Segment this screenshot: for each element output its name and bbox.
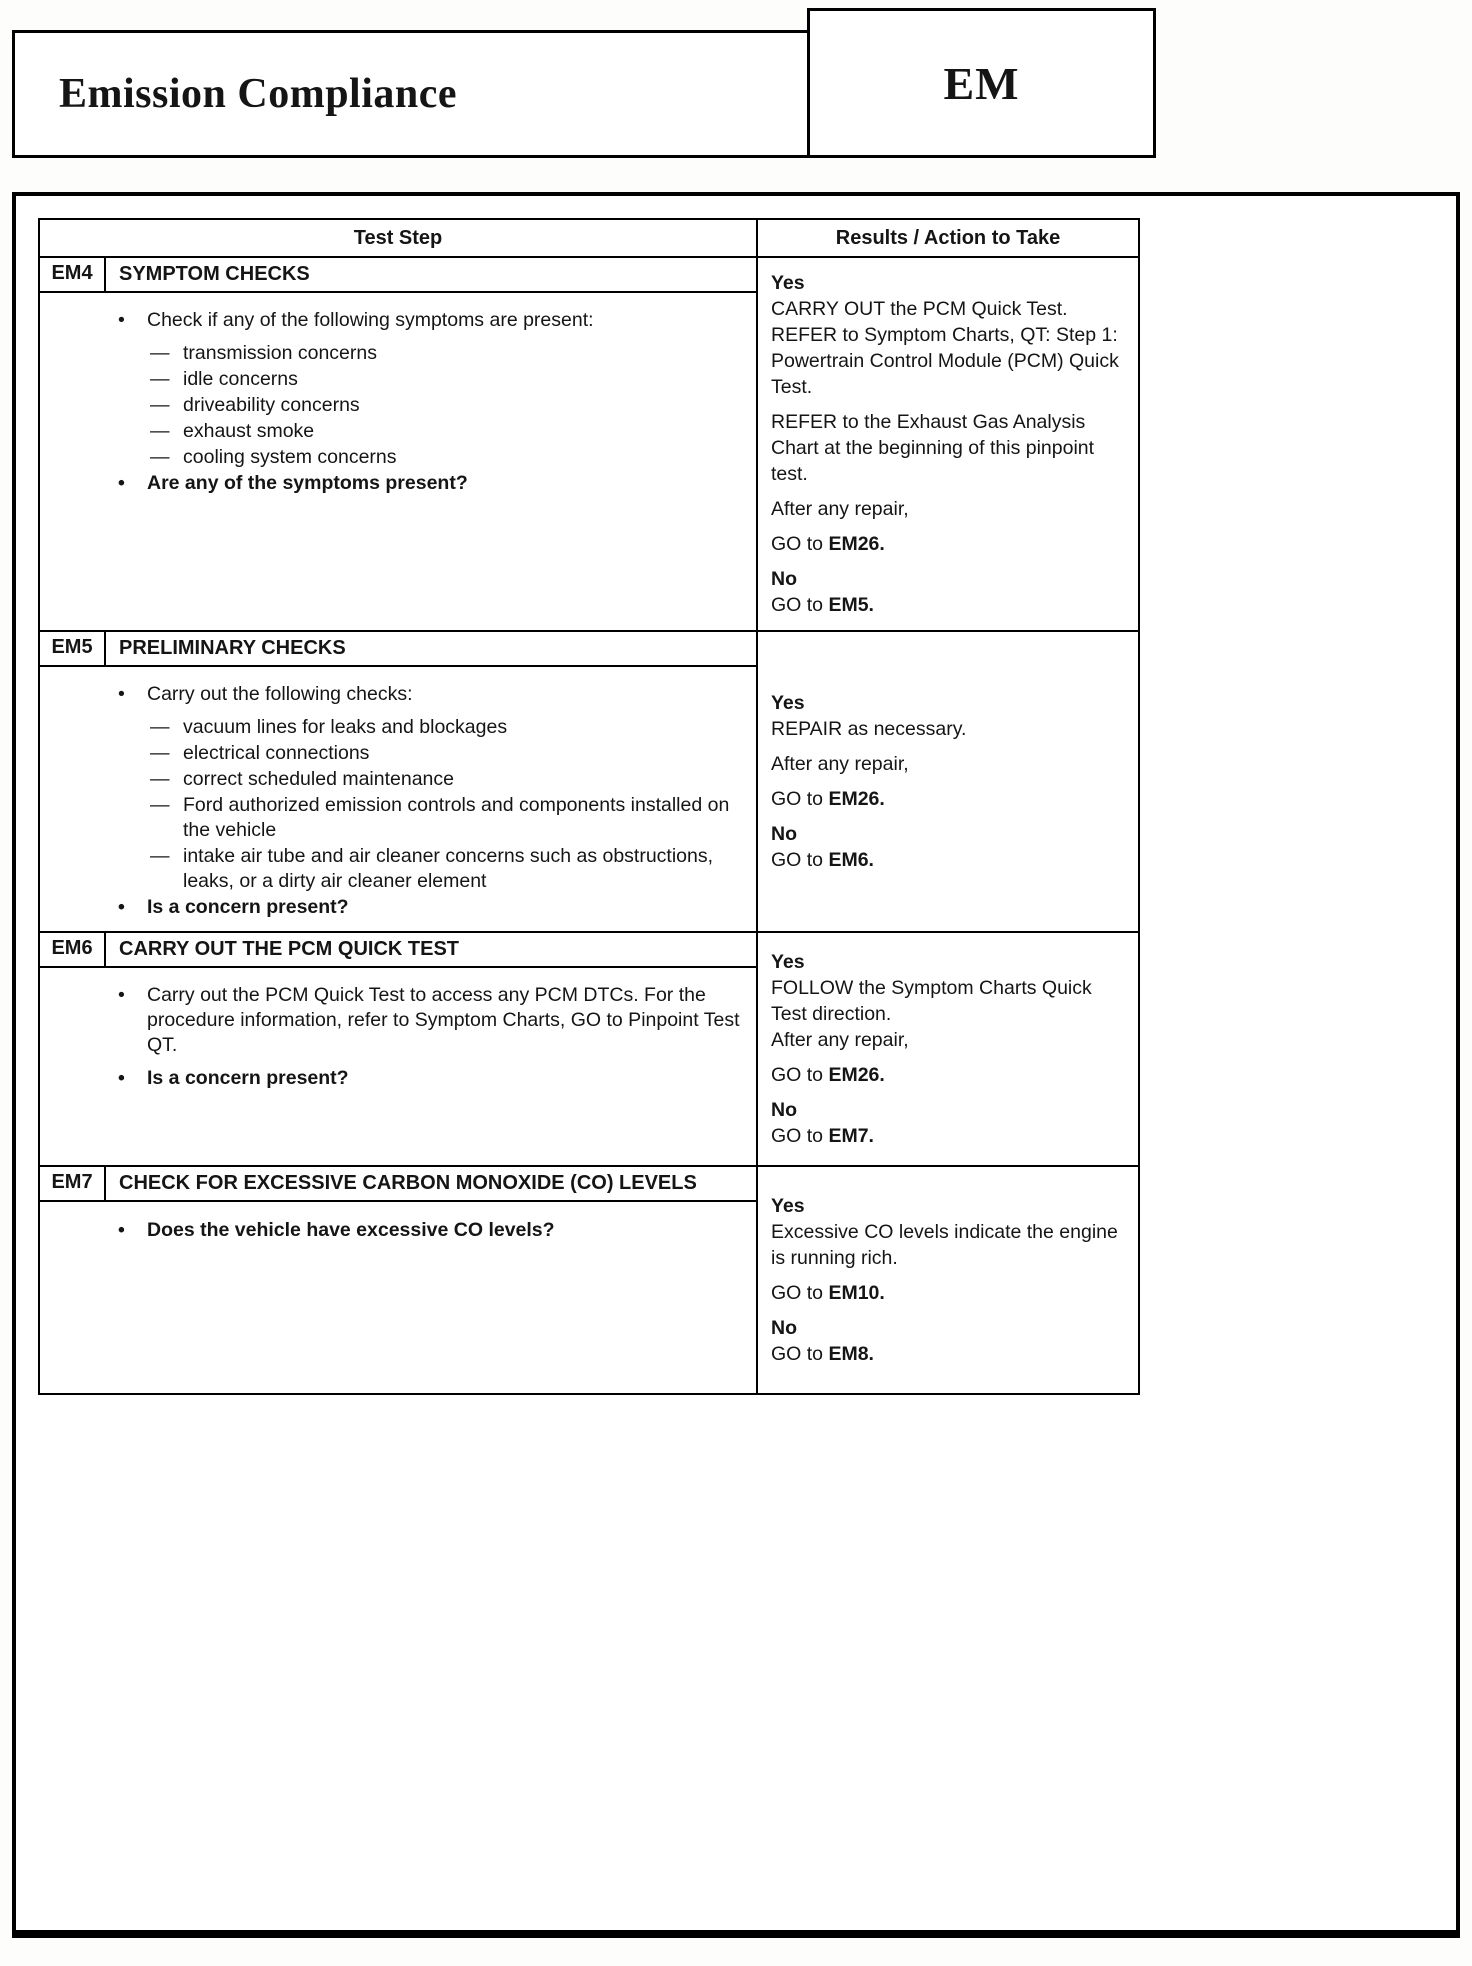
step-list <box>40 968 756 1165</box>
dash-icon: — <box>150 394 170 416</box>
step-title: SYMPTOM CHECKS <box>119 263 310 285</box>
results-cell <box>758 1167 1138 1393</box>
step-text: Check if any of the following symptoms are present: <box>147 309 594 331</box>
step-text: Carry out the PCM Quick Test to access any PCM DTCs. For the procedure information, refer to Symptom Charts, GO to Pinpoint Test QT. <box>147 984 740 1056</box>
result-line: REFER to the Exhaust Gas Analysis Chart at the beginning of this pinpoint test. <box>771 411 1095 485</box>
pinpoint-test-table <box>38 218 1140 1395</box>
test-step-cell <box>40 1167 758 1393</box>
section-code: EM <box>943 57 1020 109</box>
step-item <box>40 983 746 1058</box>
step-item <box>40 393 746 418</box>
dash-icon: — <box>150 368 170 390</box>
result-line: Yes <box>771 951 805 973</box>
step-id: EM5 <box>40 632 106 665</box>
step-text: Carry out the following checks: <box>147 683 413 705</box>
test-step-cell <box>40 258 758 630</box>
result-line: Excessive CO levels indicate the engine is running rich. <box>771 1221 1118 1269</box>
step-id: EM4 <box>40 258 106 291</box>
section-title-band <box>40 632 756 667</box>
result-line: REFER to Symptom Charts, QT: Step 1: Powertrain Control Module (PCM) Quick Test. <box>771 324 1119 398</box>
step-item <box>40 471 746 496</box>
dash-icon: — <box>150 446 170 468</box>
step-text: cooling system concerns <box>183 446 397 468</box>
step-list <box>40 293 756 630</box>
step-text: Is a concern present? <box>147 896 349 918</box>
step-item <box>40 741 746 766</box>
column-header-results: Results / Action to Take <box>835 226 1061 249</box>
column-header-test-step: Test Step <box>40 220 758 256</box>
results-cell <box>758 933 1138 1165</box>
step-text: idle concerns <box>183 368 298 390</box>
bullet-icon: • <box>118 984 125 1006</box>
result-line: GO to EM26. <box>771 1064 885 1086</box>
test-section-em4 <box>40 256 1138 630</box>
result-line: After any repair, <box>771 498 909 520</box>
step-item <box>40 445 746 470</box>
results-cell <box>758 258 1138 630</box>
dash-icon: — <box>150 342 170 364</box>
result-line: Yes <box>771 692 805 714</box>
step-item <box>40 1066 746 1091</box>
result-line: No <box>771 568 797 590</box>
step-item <box>40 895 746 920</box>
step-item <box>40 682 746 707</box>
page-title: Emission Compliance <box>59 71 458 117</box>
step-list <box>40 1202 756 1393</box>
step-id: EM7 <box>40 1167 106 1200</box>
step-list <box>40 667 756 931</box>
step-item <box>40 715 746 740</box>
result-line: No <box>771 823 797 845</box>
step-text: intake air tube and air cleaner concerns such as obstructions, leaks, or a dirty air cleaner element <box>183 845 714 892</box>
step-item <box>40 308 746 333</box>
step-text: Does the vehicle have excessive CO levels? <box>147 1219 555 1241</box>
step-item <box>40 1218 746 1243</box>
dash-icon: — <box>150 794 170 816</box>
result-line: No <box>771 1317 797 1339</box>
test-section-em6 <box>40 931 1138 1165</box>
dash-icon: — <box>150 420 170 442</box>
result-line: REPAIR as necessary. <box>771 718 967 740</box>
step-text: correct scheduled maintenance <box>183 768 454 790</box>
result-line: GO to EM8. <box>771 1343 874 1365</box>
result-line: Yes <box>771 1195 805 1217</box>
bullet-icon: • <box>118 309 125 331</box>
content-frame <box>12 192 1460 1938</box>
bullet-icon: • <box>118 1067 125 1089</box>
dash-icon: — <box>150 716 170 738</box>
step-item <box>40 767 746 792</box>
step-item <box>40 793 746 843</box>
bullet-icon: • <box>118 472 125 494</box>
step-title: PRELIMINARY CHECKS <box>119 637 346 659</box>
step-id: EM6 <box>40 933 106 966</box>
result-line: GO to EM5. <box>771 594 874 616</box>
step-text: Ford authorized emission controls and components installed on the vehicle <box>183 794 730 841</box>
bullet-icon: • <box>118 1219 125 1241</box>
step-title: CHECK FOR EXCESSIVE CARBON MONOXIDE (CO) LEVELS <box>119 1172 697 1194</box>
result-line: GO to EM26. <box>771 533 885 555</box>
result-line: FOLLOW the Symptom Charts Quick Test direction. <box>771 977 1092 1025</box>
step-item <box>40 367 746 392</box>
page-header <box>12 30 810 158</box>
section-code-box <box>807 8 1156 158</box>
result-line: No <box>771 1099 797 1121</box>
test-step-cell <box>40 933 758 1165</box>
result-line: GO to EM7. <box>771 1125 874 1147</box>
dash-icon: — <box>150 742 170 764</box>
step-text: Is a concern present? <box>147 1067 349 1089</box>
test-step-cell <box>40 632 758 931</box>
test-section-em7 <box>40 1165 1138 1393</box>
test-section-em5 <box>40 630 1138 931</box>
step-item <box>40 419 746 444</box>
step-item <box>40 341 746 366</box>
result-line: After any repair, <box>771 753 909 775</box>
dash-icon: — <box>150 768 170 790</box>
dash-icon: — <box>150 845 170 867</box>
step-text: Are any of the symptoms present? <box>147 472 468 494</box>
section-title-band <box>40 933 756 968</box>
step-text: transmission concerns <box>183 342 377 364</box>
step-text: driveability concerns <box>183 394 360 416</box>
result-line: Yes <box>771 272 805 294</box>
step-text: vacuum lines for leaks and blockages <box>183 716 508 738</box>
step-title: CARRY OUT THE PCM QUICK TEST <box>119 938 460 960</box>
table-body <box>40 256 1138 1393</box>
results-cell <box>758 632 1138 931</box>
step-text: electrical connections <box>183 742 370 764</box>
section-title-band <box>40 258 756 293</box>
bullet-icon: • <box>118 896 125 918</box>
result-line: After any repair, <box>771 1029 909 1051</box>
result-line: GO to EM26. <box>771 788 885 810</box>
bullet-icon: • <box>118 683 125 705</box>
result-line: GO to EM6. <box>771 849 874 871</box>
table-header-row <box>40 220 1138 256</box>
result-line: CARRY OUT the PCM Quick Test. <box>771 298 1068 320</box>
result-line: GO to EM10. <box>771 1282 885 1304</box>
step-item <box>40 844 746 894</box>
step-text: exhaust smoke <box>183 420 315 442</box>
section-title-band <box>40 1167 756 1202</box>
